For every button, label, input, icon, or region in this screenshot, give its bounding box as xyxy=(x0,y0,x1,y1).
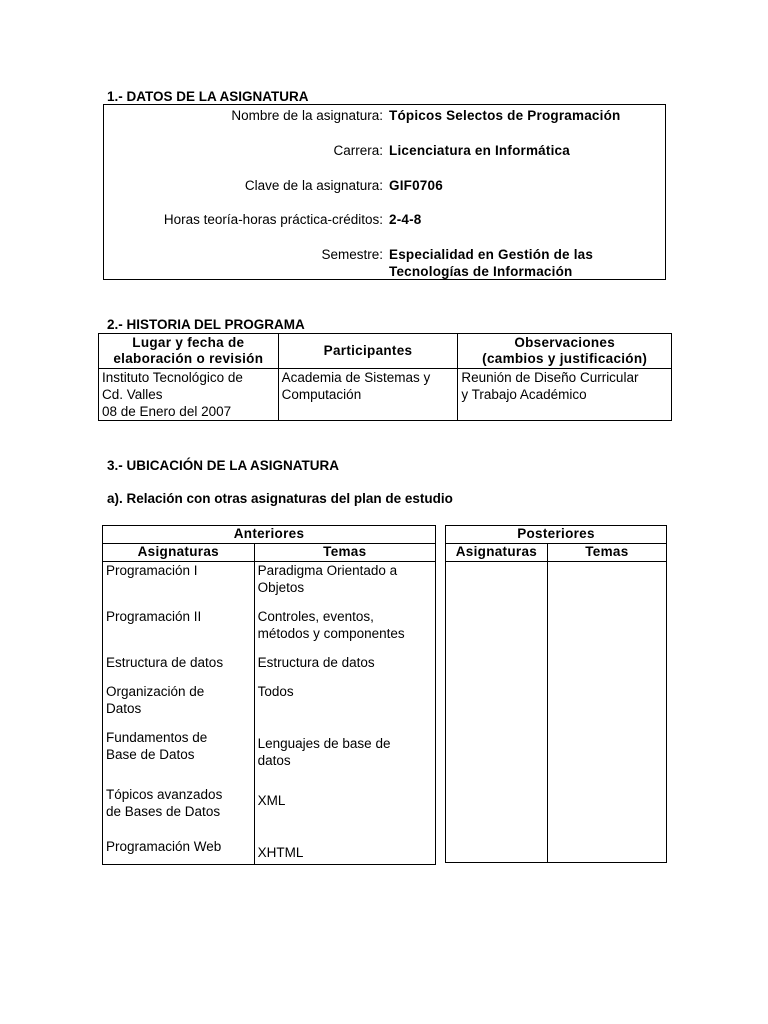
asig-text: Base de Datos xyxy=(106,746,195,762)
asig-cell xyxy=(103,608,255,654)
table-row xyxy=(103,683,436,729)
nombre-label: Nombre de la asignatura: xyxy=(231,108,383,123)
tema-text: Todos xyxy=(257,683,294,699)
table-row xyxy=(103,562,436,608)
lugar-line3: 08 de Enero del 2007 xyxy=(102,404,232,419)
clave-value: GIF0706 xyxy=(389,178,443,193)
lugar-line1: Instituto Tecnológico de xyxy=(102,370,243,385)
anteriores-title-row xyxy=(103,526,436,544)
asig-text: Fundamentos de xyxy=(106,729,208,745)
tema-text: Estructura de datos xyxy=(257,654,375,670)
asig-cell xyxy=(103,683,255,729)
header-lugar-line1: Lugar y fecha de xyxy=(132,335,245,350)
posteriores-header-row xyxy=(446,544,667,562)
carrera-value: Licenciatura en Informática xyxy=(389,143,570,158)
lugar-line2: Cd. Valles xyxy=(102,387,163,402)
historia-table xyxy=(98,333,672,421)
table-row xyxy=(103,729,436,786)
observaciones-line2: y Trabajo Académico xyxy=(461,387,587,402)
asig-text: Programación II xyxy=(106,608,202,624)
tema-cell xyxy=(254,562,435,608)
participantes-line2: Computación xyxy=(281,387,362,402)
cell-participantes xyxy=(278,369,458,421)
header-participantes-line1: Participantes xyxy=(323,343,413,358)
header-observaciones xyxy=(458,334,672,369)
anteriores-header-row xyxy=(103,544,436,562)
cell-observaciones xyxy=(458,369,672,421)
datos-asignatura-box xyxy=(103,104,666,280)
semestre-value-line2: Tecnologías de Información xyxy=(389,264,573,279)
posteriores-col-asignaturas: Asignaturas xyxy=(446,544,548,562)
posteriores-asig-cell xyxy=(446,562,548,863)
posteriores-tema-cell xyxy=(547,562,666,863)
header-observaciones-line2: (cambios y justificación) xyxy=(482,351,648,366)
tema-text: Controles, eventos, xyxy=(257,608,374,624)
tema-text: XML xyxy=(257,792,286,808)
tema-cell xyxy=(254,729,435,786)
anteriores-col-asignaturas: Asignaturas xyxy=(103,544,255,562)
header-participantes xyxy=(278,334,458,369)
asig-text: Datos xyxy=(106,700,142,716)
semestre-value-line1: Especialidad en Gestión de las xyxy=(389,247,594,262)
asig-text: Programación Web xyxy=(106,838,222,854)
clave-label: Clave de la asignatura: xyxy=(244,178,383,193)
anteriores-title: Anteriores xyxy=(103,526,436,544)
semestre-value xyxy=(389,246,593,280)
posteriores-table xyxy=(445,525,667,863)
asig-cell xyxy=(103,562,255,608)
tema-text: métodos y componentes xyxy=(257,625,405,641)
tema-text: XHTML xyxy=(257,844,304,860)
tema-text: Objetos xyxy=(257,580,305,595)
asig-text: Tópicos avanzados xyxy=(106,786,223,802)
section3-subheading: a). Relación con otras asignaturas del plan de estudio xyxy=(107,491,453,506)
observaciones-line1: Reunión de Diseño Curricular xyxy=(461,370,639,385)
posteriores-title-row xyxy=(446,526,667,544)
horas-value: 2-4-8 xyxy=(389,212,422,227)
tema-cell xyxy=(254,786,435,838)
asig-cell xyxy=(103,654,255,683)
historia-header-row xyxy=(99,334,672,369)
anteriores-col-temas: Temas xyxy=(254,544,435,562)
section3-heading: 3.- UBICACIÓN DE LA ASIGNATURA xyxy=(107,458,339,473)
table-row xyxy=(103,838,436,865)
table-row xyxy=(103,786,436,838)
tema-cell xyxy=(254,683,435,729)
asig-text: Programación I xyxy=(106,563,198,578)
cell-lugar xyxy=(99,369,279,421)
carrera-label: Carrera: xyxy=(333,143,383,158)
historia-row xyxy=(99,369,672,421)
semestre-label: Semestre: xyxy=(321,247,383,262)
table-row xyxy=(103,608,436,654)
section1-heading: 1.- DATOS DE LA ASIGNATURA xyxy=(107,89,309,104)
asig-text: Estructura de datos xyxy=(106,654,224,670)
asig-cell xyxy=(103,838,255,865)
participantes-line1: Academia de Sistemas y xyxy=(281,370,431,385)
section2-heading: 2.- HISTORIA DEL PROGRAMA xyxy=(107,317,305,332)
posteriores-title: Posteriores xyxy=(446,526,667,544)
tema-cell xyxy=(254,838,435,865)
posteriores-empty-row xyxy=(446,562,667,863)
header-lugar-line2: elaboración o revisión xyxy=(113,351,264,366)
table-row xyxy=(103,654,436,683)
asig-text: de Bases de Datos xyxy=(106,803,221,819)
tema-cell xyxy=(254,608,435,654)
header-observaciones-line1: Observaciones xyxy=(514,335,616,350)
asig-text: Organización de xyxy=(106,683,205,699)
header-lugar xyxy=(99,334,279,369)
nombre-value: Tópicos Selectos de Programación xyxy=(389,108,621,123)
horas-label: Horas teoría-horas práctica-créditos: xyxy=(163,212,383,227)
asig-cell xyxy=(103,729,255,786)
tema-text: datos xyxy=(257,752,291,768)
anteriores-table xyxy=(102,525,436,865)
tema-cell xyxy=(254,654,435,683)
tema-text: Paradigma Orientado a xyxy=(257,563,398,578)
posteriores-col-temas: Temas xyxy=(547,544,666,562)
asig-cell xyxy=(103,786,255,838)
tema-text: Lenguajes de base de xyxy=(257,735,391,751)
